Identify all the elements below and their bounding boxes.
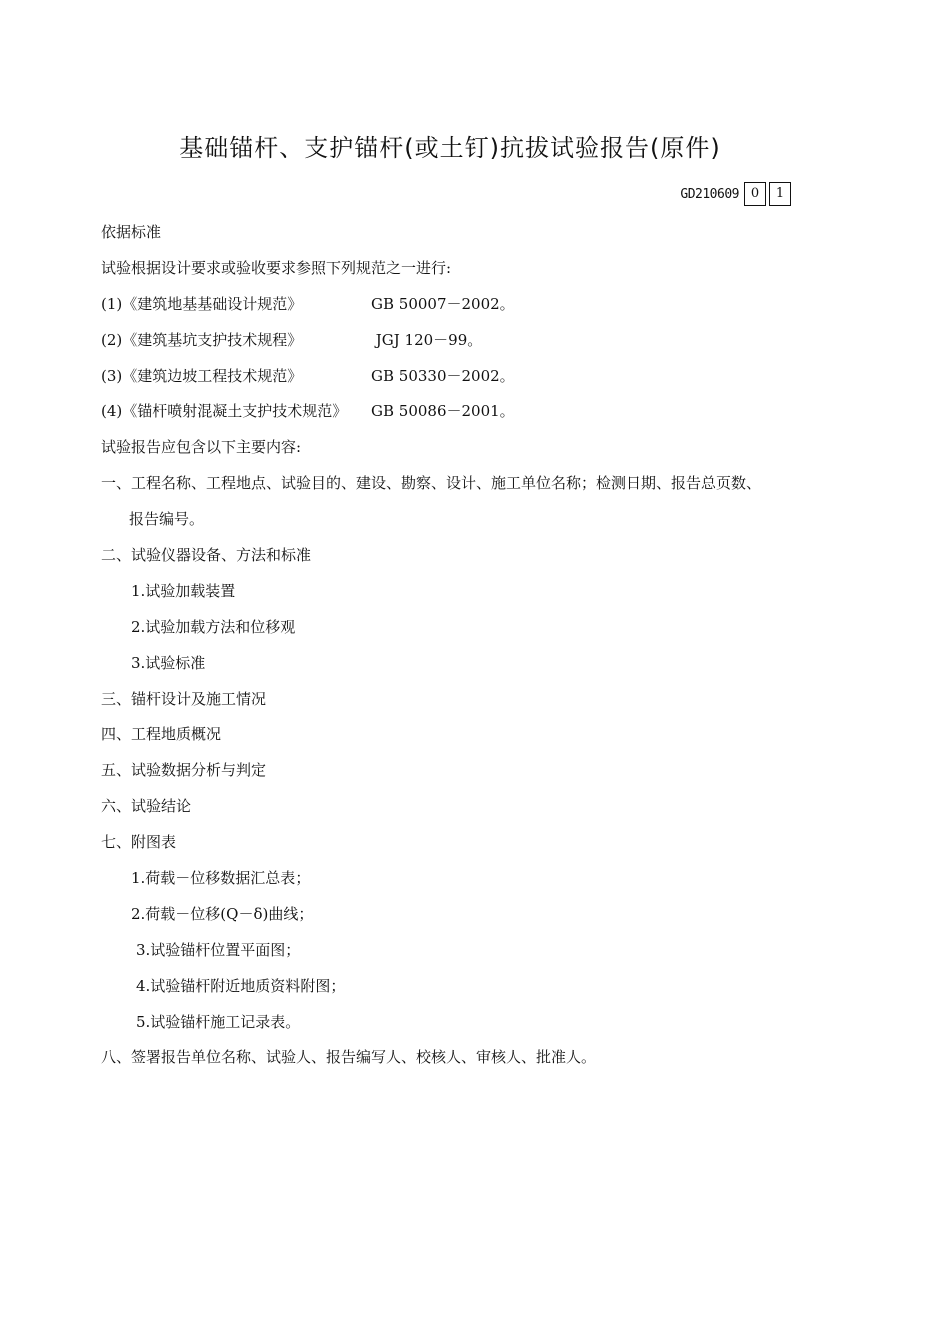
- reference-name: (3)《建筑边坡工程技术规范》: [101, 367, 303, 385]
- section-2-item: 3.试验标准: [131, 654, 206, 672]
- reference-code: GB 50007－2002。: [371, 295, 515, 313]
- code-box-2: 1: [769, 182, 791, 206]
- reference-item: [101, 330, 482, 350]
- document-code: [680, 182, 791, 206]
- section-2: 二、试验仪器设备、方法和标准: [101, 546, 312, 564]
- intro-text: 试验根据设计要求或验收要求参照下列规范之一进行:: [101, 259, 452, 277]
- reference-item: [101, 366, 515, 386]
- reference-code: JGJ 120－99。: [371, 331, 483, 349]
- section-3: 三、锚杆设计及施工情况: [101, 690, 267, 708]
- reference-name: (4)《锚杆喷射混凝土支护技术规范》: [101, 402, 348, 420]
- section-7-item: 5.试验锚杆施工记录表。: [136, 1013, 301, 1031]
- section-2-item: 1.试验加载装置: [131, 582, 236, 600]
- section-2-item: 2.试验加载方法和位移观: [131, 618, 296, 636]
- section-8: 八、签署报告单位名称、试验人、报告编写人、校核人、审核人、批准人。: [101, 1048, 597, 1066]
- section-4: 四、工程地质概况: [101, 725, 222, 743]
- basis-heading: 依据标准: [101, 223, 162, 241]
- reference-item: [101, 294, 515, 314]
- reference-code: GB 50086－2001。: [371, 402, 515, 420]
- section-1: 一、工程名称、工程地点、试验目的、建设、勘察、设计、施工单位名称；检测日期、报告总页数、: [101, 474, 762, 492]
- code-box-1: 0: [744, 182, 766, 206]
- section-7-item: 1.荷载－位移数据汇总表；: [131, 869, 311, 887]
- section-7: 七、附图表: [101, 833, 177, 851]
- section-1-continued: 报告编号。: [129, 510, 205, 528]
- reference-code: GB 50330－2002。: [371, 367, 515, 385]
- contents-intro: 试验报告应包含以下主要内容:: [101, 438, 302, 456]
- section-7-item: 2.荷载－位移(Q－δ)曲线；: [131, 905, 314, 923]
- section-6: 六、试验结论: [101, 797, 192, 815]
- reference-name: (1)《建筑地基基础设计规范》: [101, 295, 303, 313]
- report-title: 基础锚杆、支护锚杆(或土钉)抗拔试验报告(原件): [179, 134, 721, 162]
- reference-name: (2)《建筑基坑支护技术规程》: [101, 331, 303, 349]
- section-5: 五、试验数据分析与判定: [101, 761, 267, 779]
- section-7-item: 4.试验锚杆附近地质资料附图；: [136, 977, 346, 995]
- section-7-item: 3.试验锚杆位置平面图；: [136, 941, 301, 959]
- code-prefix: GD210609: [680, 186, 739, 202]
- reference-item: [101, 401, 515, 421]
